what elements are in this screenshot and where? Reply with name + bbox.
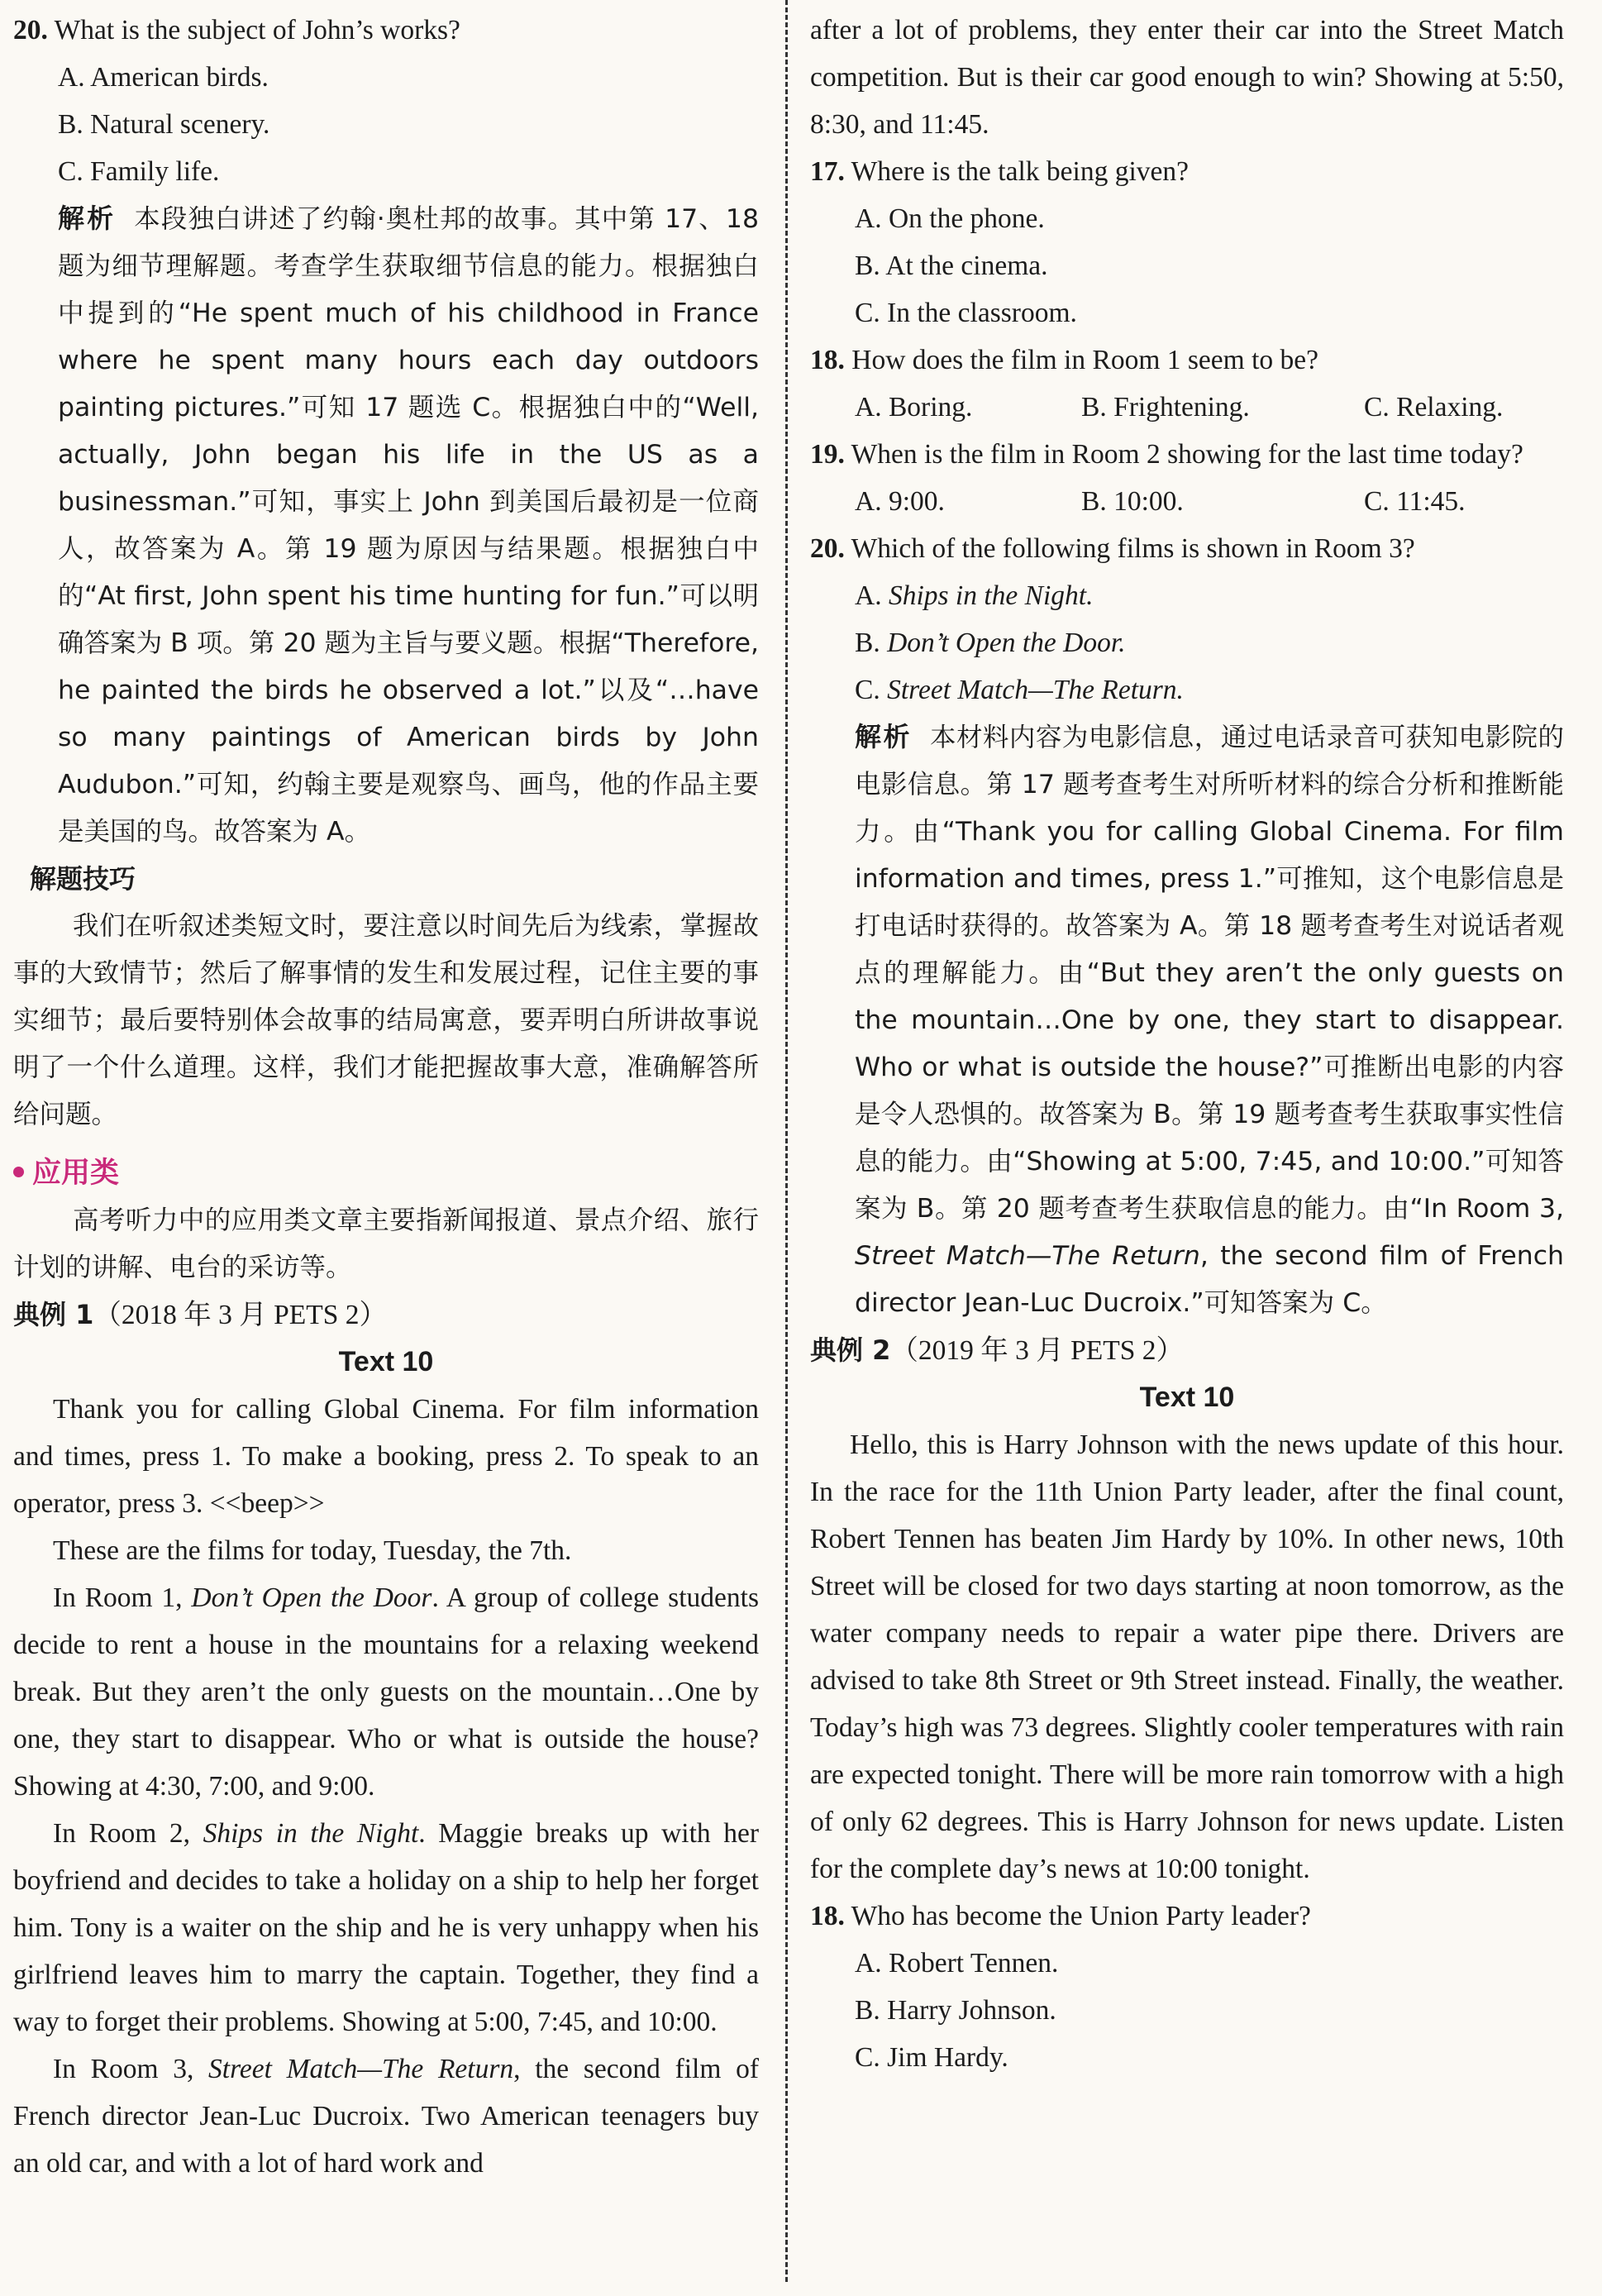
skill-paragraph: 我们在听叙述类短文时，要注意以时间先后为线索，掌握故事的大致情节；然后了解事情的发生和发展过程，记住主要的事实细节；最后要特别体会故事的结局寓意，要弄明白所讲故事说明了一个什么道理。这样，我们才能把握故事大意，准确解答所给问题。 — [13, 911, 759, 1129]
film-title: Street Match—The Return — [208, 2054, 514, 2084]
column-divider — [785, 0, 788, 2282]
analysis-tag: 解析 — [855, 721, 912, 752]
film-title: Street Match—The Return — [855, 1241, 1200, 1271]
option-a: A. 9:00. — [855, 486, 945, 517]
option-b: B. 10:00. — [1081, 486, 1184, 517]
script-paragraph: These are the films for today, Tuesday, the 7th. — [53, 1535, 572, 1566]
analysis-paragraph: 解析 本材料内容为电影信息，通过电话录音可获知电影院的电影信息。第 17 题考查考生对所听材料的综合分析和推断能力。由“Thank you for calling Global Cinema. For film information and times, press 1.”可推知，这个电影信息是打电话时获得的。故答案为 A。第 18 题考查考生对说话者观点的理解能力。由“But they aren’t the only guests on the mountain…One by one, they start to disappear. Who or what is outside the house?”可推断出电影的内容是令人恐惧的。故答案为 B。第 19 题考查考生获取事实性信息的能力。由“Showing at 5:00, 7:45, and 10:00.”可知答案为 B。第 20 题考查考生获取信息的能力。由“In Room 3, Street Match—The Return, the second film of French director Jean-Luc Ducroix.”可知答案为 C。 — [855, 721, 1565, 1318]
text-title: Text 10 — [1139, 1382, 1235, 1413]
option-c: C. Family life. — [58, 156, 220, 187]
bullet-icon — [13, 1167, 24, 1177]
option-a: A. On the phone. — [855, 203, 1045, 234]
option-c: C. 11:45. — [1364, 486, 1466, 517]
option-a: A. Robert Tennen. — [855, 1948, 1059, 1979]
category-heading: 应用类 — [13, 1150, 759, 1197]
option-b: B. Natural scenery. — [58, 109, 270, 140]
question-20: 20. Which of the following films is shown in Room 3? — [810, 533, 1415, 564]
skill-heading: 解题技巧 — [30, 863, 136, 895]
script-paragraph: In Room 2, Ships in the Night. Maggie breaks up with her boyfriend and decides to take a holiday on a ship to help her forget him. Tony is a waiter on the ship and he is very unhappy when his girlfriend leaves him to marry the captain. Together, they find a way to forget their problems. Showing at 5:00, 7:45, and 10:00. — [13, 1818, 759, 2037]
script-continuation: after a lot of problems, they enter their car into the Street Match competition. But is their car good enough to win? Showing at 5:50, 8:30, and 11:45. — [810, 15, 1564, 140]
option-a: A. American birds. — [58, 62, 269, 93]
script-paragraph: Hello, this is Harry Johnson with the news update of this hour. In the race for the 11th Union Party leader, after the final count, Robert Tennen has beaten Jim Hardy by 10%. In other news, 10th Street will be closed for two days starting at noon tomorrow, as the water company needs to repair a water pipe there. Drivers are advised to take 8th Street or 9th Street instead. Finally, the weather. Today’s high was 73 degrees. Slightly cooler temperatures with rain are expected tonight. There will be more rain tomorrow with a high of only 62 degrees. This is Harry Johnson for news update. Listen for the complete day’s news at 10:00 tonight. — [810, 1430, 1564, 1884]
option-c: C. In the classroom. — [855, 298, 1077, 328]
text-title: Text 10 — [338, 1346, 434, 1377]
question-19: 19. When is the film in Room 2 showing for the last time today? — [810, 439, 1523, 470]
analysis-paragraph: 解析 本段独白讲述了约翰·奥杜邦的故事。其中第 17、18 题为细节理解题。考查学生获取细节信息的能力。根据独白中提到的“He spent much of his childhood in France where he spent many hours each day outdoors painting pictures.”可知 17 题选 C。根据独白中的“Well, actually, John began his life in the US as a businessman.”可知，事实上 John 到美国后最初是一位商人，故答案为 A。第 19 题为原因与结果题。根据独白中的“At first, John spent his time hunting for fun.”可以明确答案为 B 项。第 20 题为主旨与要义题。根据“Therefore, he painted the birds he observed a lot.”以及“…have so many paintings of American birds by John Audubon.”可知，约翰主要是观察鸟、画鸟，他的作品主要是美国的鸟。故答案为 A。 — [58, 203, 759, 847]
option-c: C. Street Match—The Return. — [855, 675, 1184, 705]
left-column — [13, 7, 759, 2187]
options-row — [810, 384, 1564, 431]
category-paragraph: 高考听力中的应用类文章主要指新闻报道、景点介绍、旅行计划的讲解、电台的采访等。 — [13, 1205, 759, 1282]
option-c: C. Relaxing. — [1364, 392, 1504, 422]
example-heading: 典例 2（2019 年 3 月 PETS 2） — [810, 1334, 1184, 1366]
option-a: A. Boring. — [855, 392, 973, 422]
script-paragraph: In Room 3, Street Match—The Return, the second film of French director Jean-Luc Ducroix. Two American teenagers buy an old car, and with a lot of hard work and — [13, 2054, 759, 2179]
options-row — [810, 478, 1564, 525]
question-18: 18. How does the film in Room 1 seem to be? — [810, 345, 1319, 375]
example-heading: 典例 1（2018 年 3 月 PETS 2） — [13, 1299, 387, 1330]
analysis-tag: 解析 — [58, 203, 117, 234]
option-b: B. Don’t Open the Door. — [855, 628, 1126, 658]
film-title: Ships in the Night — [203, 1818, 419, 1849]
question-17: 17. Where is the talk being given? — [810, 156, 1190, 187]
option-a: A. Ships in the Night. — [855, 580, 1094, 611]
right-column — [810, 7, 1564, 2081]
question-20: 20. What is the subject of John’s works? — [13, 15, 460, 45]
option-b: B. At the cinema. — [855, 251, 1048, 281]
script-paragraph: Thank you for calling Global Cinema. For film information and times, press 1. To make a booking, press 2. To speak to an operator, press 3. <<beep>> — [13, 1394, 759, 1519]
option-c: C. Jim Hardy. — [855, 2042, 1008, 2073]
option-b: B. Harry Johnson. — [855, 1995, 1056, 2026]
film-title: Don’t Open the Door — [191, 1582, 432, 1613]
option-b: B. Frightening. — [1081, 392, 1250, 422]
script-paragraph: In Room 1, Don’t Open the Door. A group of college students decide to rent a house in the mountains for a relaxing weekend break. But they aren’t the only guests on the mountain…One by one, they start to disappear. Who or what is outside the house? Showing at 4:30, 7:00, and 9:00. — [13, 1582, 759, 1802]
question-18: 18. Who has become the Union Party leader? — [810, 1901, 1311, 1931]
